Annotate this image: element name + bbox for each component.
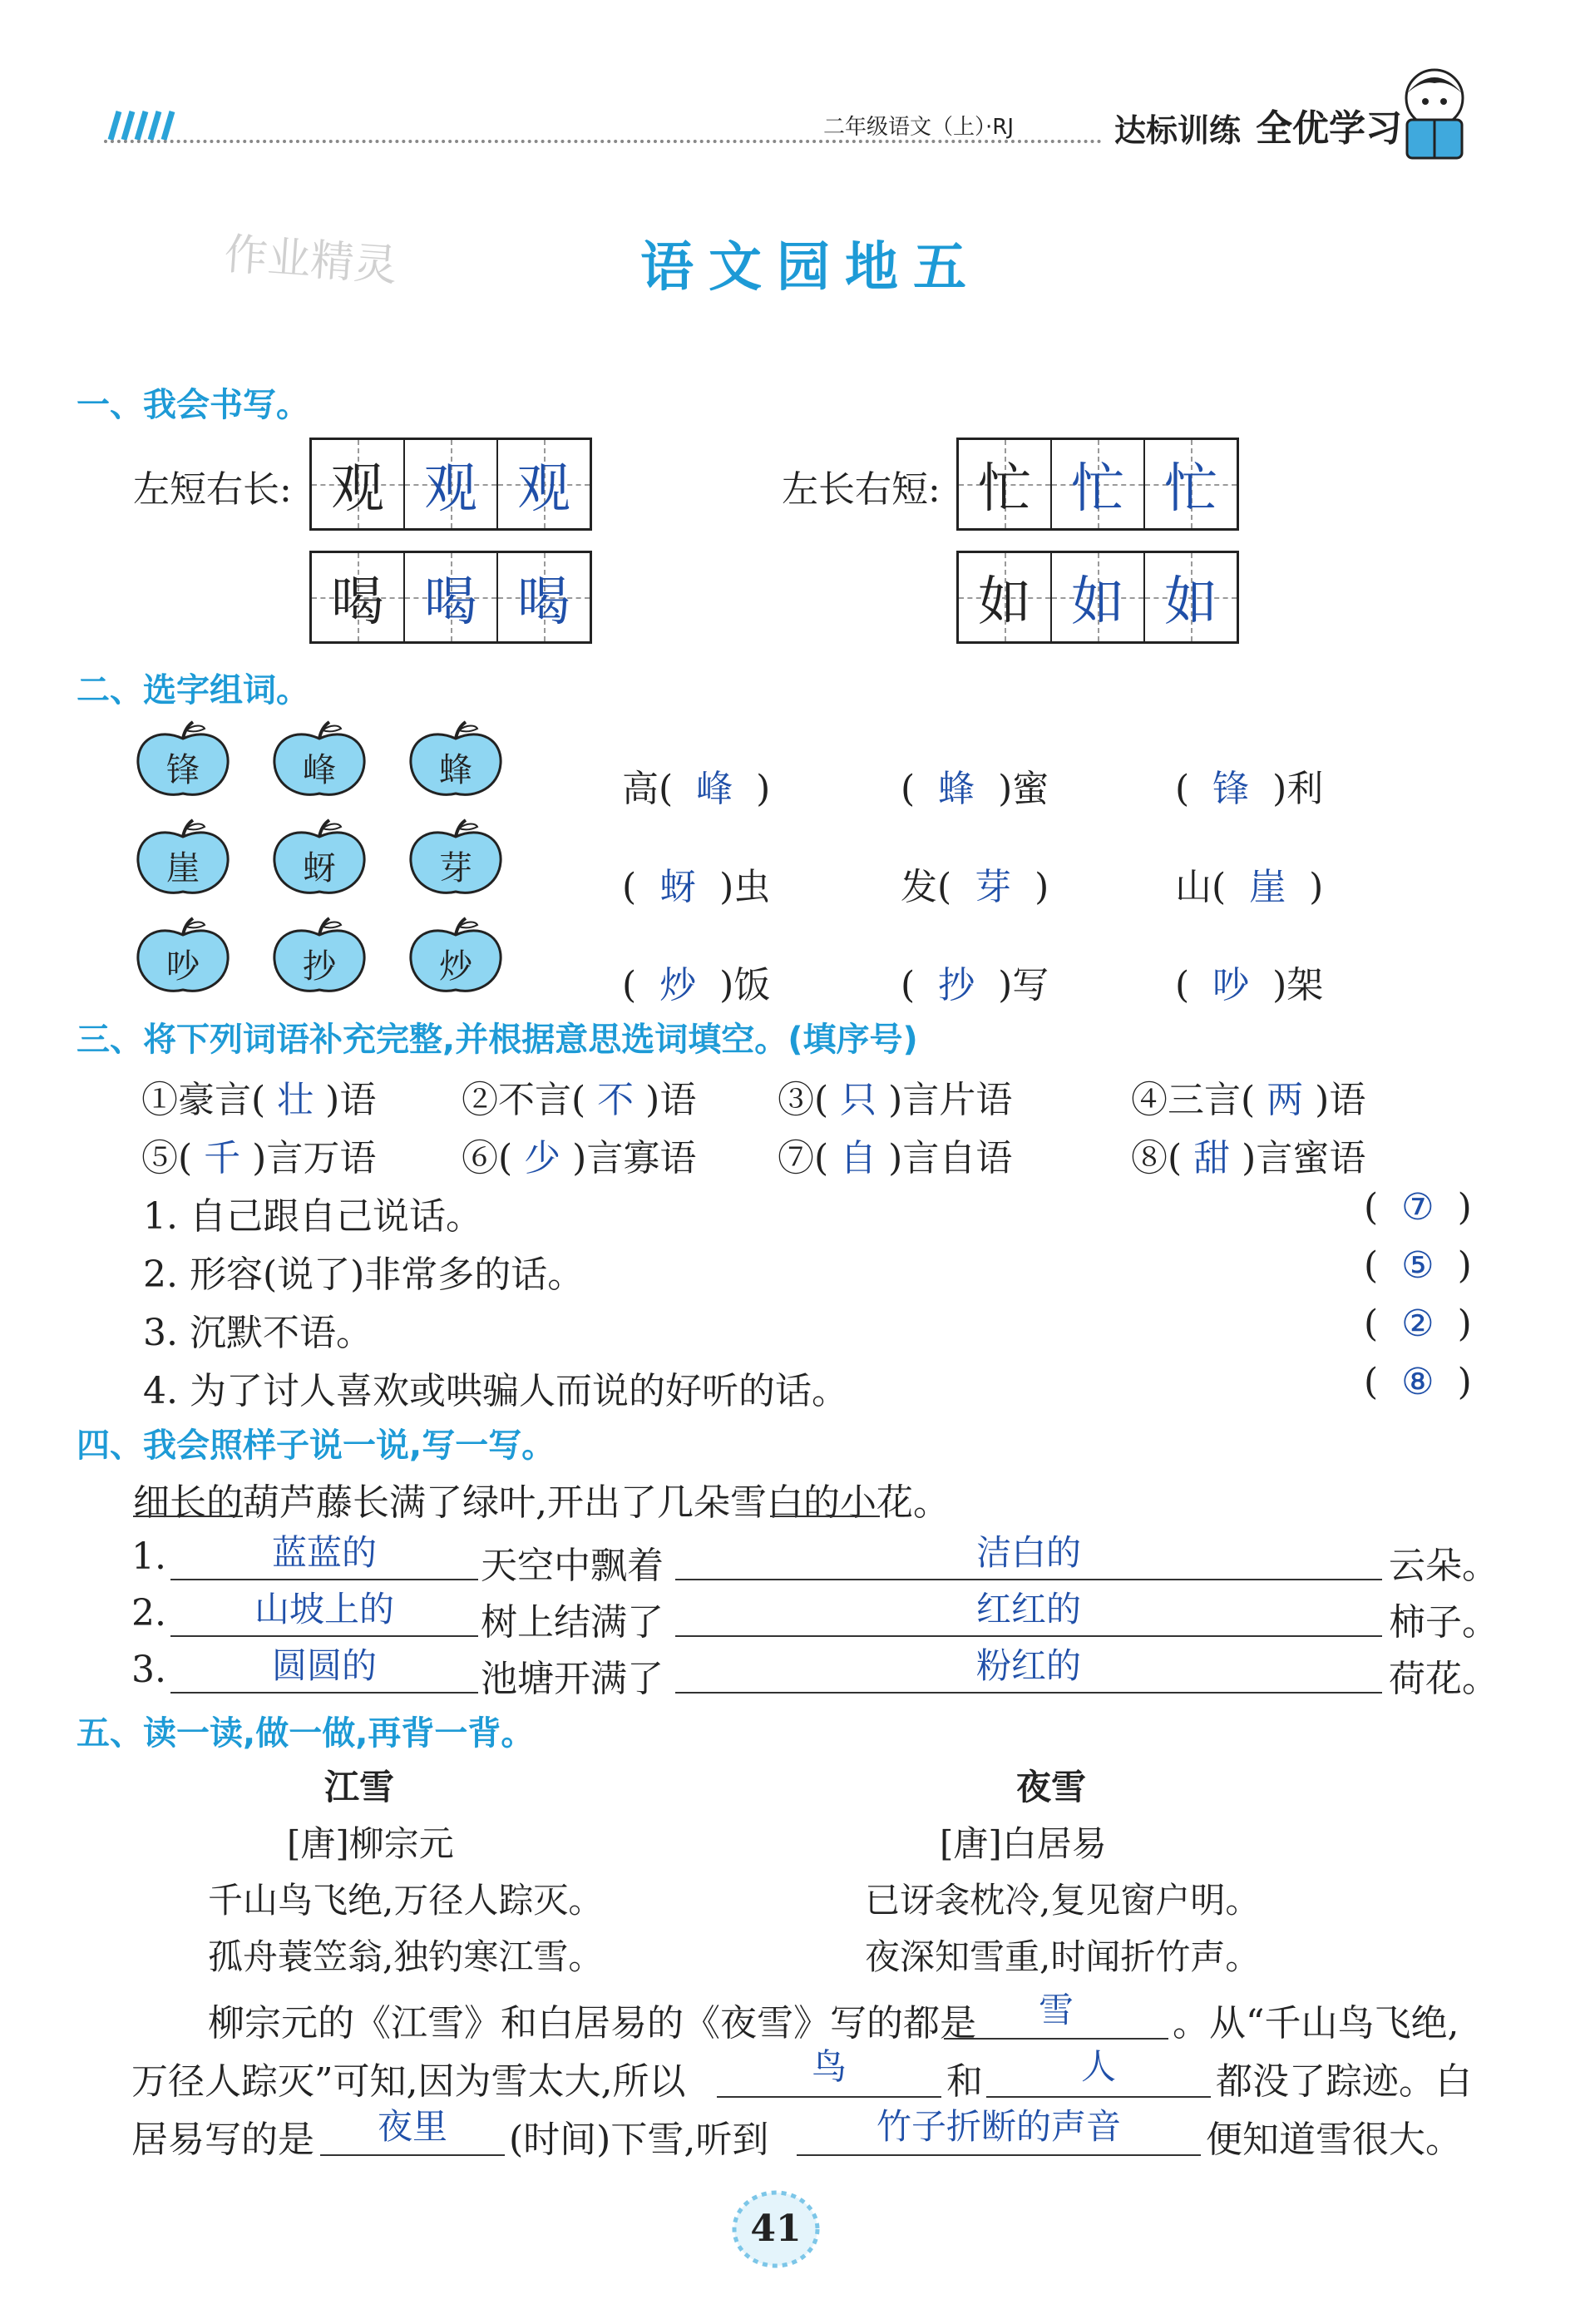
apple-char: 芽 <box>406 818 506 898</box>
example-sentence: 细长的葫芦藤长满了绿叶,开出了几朵雪白的小花。 <box>133 1481 950 1524</box>
poem2-line2: 夜深知雪重,时闻折竹声。 <box>865 1936 1261 1977</box>
line3-num: 3. <box>131 1649 166 1691</box>
line3-mid: 池塘开满了 <box>481 1658 664 1700</box>
apple-char: 锋 <box>133 720 233 800</box>
para-line2-a: 万径人踪灭”可知,因为雪太大,所以 <box>131 2060 686 2103</box>
apple-char: 蜂 <box>406 720 506 800</box>
line2-mid: 树上结满了 <box>481 1601 664 1644</box>
apple-char: 峰 <box>269 720 369 800</box>
ans-night: 夜里 <box>377 2106 447 2147</box>
watermark: 作业精灵 <box>222 229 399 292</box>
section5-heading: 五、读一读,做一做,再背一背。 <box>77 1714 535 1753</box>
idiom-item: ⑦( 自 )言自语 <box>778 1137 1013 1179</box>
idiom-item: ⑤( 千 )言万语 <box>141 1137 377 1179</box>
word-blank: ( 吵 )架 <box>1175 964 1324 1006</box>
apple-char: 抄 <box>269 917 369 996</box>
grid-model-cell: 观 <box>312 440 405 528</box>
word-blank: ( 抄 )写 <box>901 964 1049 1006</box>
answer-bracket-3[interactable]: ( ② ) <box>1364 1303 1472 1345</box>
para-line2-and: 和 <box>946 2060 983 2103</box>
section3-heading: 三、将下列词语补充完整,并根据意思选词填空。(填序号) <box>77 1021 918 1059</box>
ans-person: 人 <box>1080 2046 1116 2087</box>
blank-sound[interactable] <box>797 2154 1201 2156</box>
blank-bird[interactable] <box>717 2096 941 2098</box>
grid-copy-cell[interactable]: 如 <box>1145 553 1237 641</box>
word-blank: ( 蜂 )蜜 <box>901 768 1049 810</box>
idiom-item: ④三言( 两 )语 <box>1131 1079 1366 1121</box>
poem1-line1: 千山鸟飞绝,万径人踪灭。 <box>208 1880 604 1921</box>
question-1: 1. 自己跟自己说话。 <box>143 1195 482 1238</box>
poem2-title: 夜雪 <box>1016 1767 1087 1807</box>
line1-blank1[interactable] <box>170 1579 478 1580</box>
question-3: 3. 沉默不语。 <box>143 1312 373 1354</box>
blank-person[interactable] <box>986 2096 1211 2098</box>
word-blank: ( 蚜 )虫 <box>622 866 771 908</box>
idiom-item: ②不言( 不 )语 <box>462 1079 697 1121</box>
para-line3-c: 便知道雪很大。 <box>1206 2119 1462 2161</box>
reading-kid-icon <box>1389 65 1480 165</box>
line3-blank1[interactable] <box>170 1692 478 1694</box>
word-blank: 发( 芽 ) <box>901 866 1049 908</box>
line2-blank1[interactable] <box>170 1635 478 1637</box>
para-line3-a: 居易写的是 <box>131 2119 314 2161</box>
question-4: 4. 为了讨人喜欢或哄骗人而说的好听的话。 <box>143 1370 848 1412</box>
idiom-item: ①豪言( 壮 )语 <box>141 1079 377 1121</box>
poem2-author: [唐]白居易 <box>940 1823 1107 1864</box>
para-line1-a: 柳宗元的《江雪》和白居易的《夜雪》写的都是 <box>208 2002 976 2045</box>
answer-bracket-4[interactable]: ( ⑧ ) <box>1364 1361 1472 1403</box>
ans-sound: 竹子折断的声音 <box>876 2106 1121 2147</box>
writing-grid-he <box>309 551 592 644</box>
header-subject: 二年级语文（上）·RJ <box>823 115 1014 140</box>
para-line1-b: 。从“千山鸟飞绝, <box>1173 2002 1459 2045</box>
grid-copy-cell[interactable]: 喝 <box>405 553 498 641</box>
word-blank: 山( 崖 ) <box>1175 866 1324 908</box>
blank-night[interactable] <box>320 2154 505 2156</box>
line2-num: 2. <box>131 1592 166 1634</box>
idiom-item: ⑧( 甜 )言蜜语 <box>1131 1137 1366 1179</box>
apple-char: 吵 <box>133 917 233 996</box>
grid-copy-cell[interactable]: 喝 <box>498 553 590 641</box>
example-underline-2 <box>770 1516 880 1517</box>
section1-heading: 一、我会书写。 <box>77 386 309 424</box>
line3-ans1: 圆圆的 <box>271 1645 377 1686</box>
line1-ans1: 蓝蓝的 <box>271 1532 377 1573</box>
ans-snow: 雪 <box>1038 1990 1074 2030</box>
apple-char: 崖 <box>133 818 233 898</box>
poem1-line2: 孤舟蓑笠翁,独钓寒江雪。 <box>208 1936 604 1977</box>
line2-ans2: 红红的 <box>975 1589 1081 1629</box>
word-blank: 高( 峰 ) <box>622 768 771 810</box>
poem2-line1: 已讶衾枕冷,复见窗户明。 <box>865 1880 1261 1921</box>
line3-ans2: 粉红的 <box>975 1645 1081 1686</box>
line1-ans2: 洁白的 <box>975 1532 1081 1573</box>
line1-blank2[interactable] <box>675 1579 1382 1580</box>
word-blank: ( 锋 )利 <box>1175 768 1324 810</box>
line3-end: 荷花。 <box>1389 1658 1499 1700</box>
header-stripes <box>104 106 179 143</box>
line3-blank2[interactable] <box>675 1692 1382 1694</box>
writing-grid-guan <box>309 438 592 531</box>
word-blank: ( 炒 )饭 <box>622 964 771 1006</box>
page-number: 41 <box>750 2208 802 2250</box>
line1-num: 1. <box>131 1535 166 1578</box>
line2-end: 柿子。 <box>1389 1601 1499 1644</box>
para-line3-b: (时间)下雪,听到 <box>509 2119 769 2161</box>
line1-end: 云朵。 <box>1389 1545 1499 1587</box>
answer-bracket-2[interactable]: ( ⑤ ) <box>1364 1244 1472 1287</box>
para-line2-b: 都没了踪迹。白 <box>1216 2060 1472 2103</box>
grid-copy-cell[interactable]: 如 <box>1052 553 1145 641</box>
writing-grid-mang <box>956 438 1239 531</box>
grid-copy-cell[interactable]: 观 <box>405 440 498 528</box>
grid-model-cell: 喝 <box>312 553 405 641</box>
header-series: 全优学习 <box>1256 107 1402 150</box>
page-number-badge <box>730 2188 822 2271</box>
question-2: 2. 形容(说了)非常多的话。 <box>143 1253 585 1296</box>
stripes-icon <box>104 106 179 143</box>
line2-blank2[interactable] <box>675 1635 1382 1637</box>
section2-heading: 二、选字组词。 <box>77 671 309 710</box>
poem1-title: 江雪 <box>324 1767 395 1807</box>
grid-copy-cell[interactable]: 忙 <box>1145 440 1237 528</box>
section4-heading: 四、我会照样子说一说,写一写。 <box>77 1427 556 1465</box>
line1-mid: 天空中飘着 <box>481 1545 664 1587</box>
page-title: 语文园地五 <box>640 237 981 299</box>
example-underline-1 <box>133 1516 243 1517</box>
right-label: 左长右短: <box>782 468 941 511</box>
grid-copy-cell[interactable]: 观 <box>498 440 590 528</box>
apple-char: 蚜 <box>269 818 369 898</box>
grid-model-cell: 忙 <box>959 440 1052 528</box>
ans-bird: 鸟 <box>811 2046 847 2087</box>
grid-model-cell: 如 <box>959 553 1052 641</box>
header-brand: 达标训练 <box>1114 112 1242 149</box>
writing-grid-ru <box>956 551 1239 644</box>
grid-copy-cell[interactable]: 忙 <box>1052 440 1145 528</box>
line2-ans1: 山坡上的 <box>254 1589 394 1629</box>
answer-bracket-1[interactable]: ( ⑦ ) <box>1364 1186 1472 1229</box>
poem1-author: [唐]柳宗元 <box>287 1823 454 1864</box>
idiom-item: ③( 只 )言片语 <box>778 1079 1013 1121</box>
idiom-item: ⑥( 少 )言寡语 <box>462 1137 697 1179</box>
apple-char: 炒 <box>406 917 506 996</box>
left-label: 左短右长: <box>133 468 292 511</box>
